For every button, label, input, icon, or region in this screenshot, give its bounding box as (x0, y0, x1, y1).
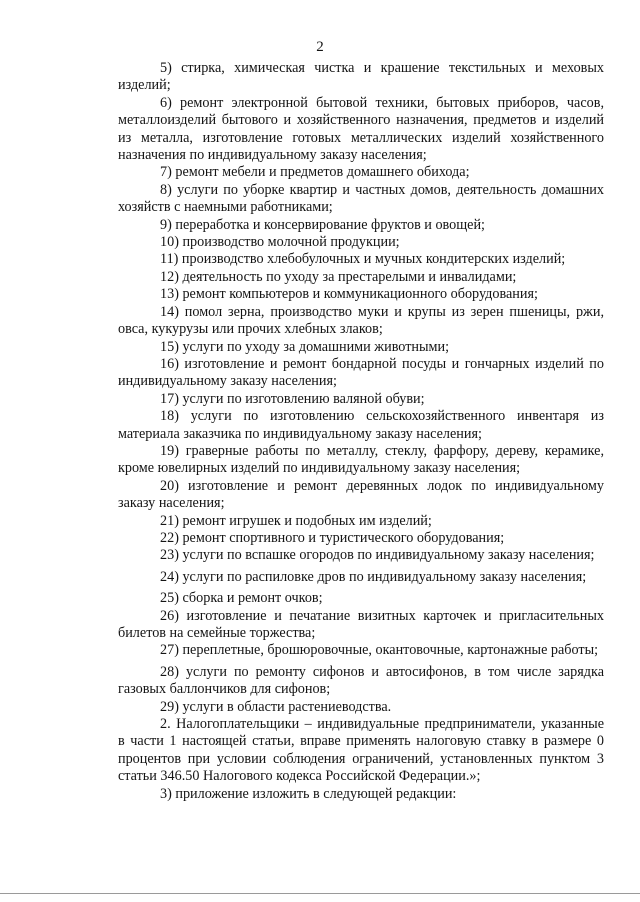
list-item: 20) изготовление и ремонт деревянных лодок по индивидуальному заказу населения; (118, 477, 604, 512)
list-item: 7) ремонт мебели и предметов домашнего обихода; (160, 164, 470, 181)
list-item: 15) услуги по уходу за домашними животными; (160, 338, 450, 355)
list-item: 16) изготовление и ремонт бондарной посуды и гончарных изделий по индивидуальному заказу населения; (118, 355, 604, 390)
document-body (118, 60, 604, 803)
list-item: 22) ремонт спортивного и туристического оборудования; (160, 529, 505, 546)
list-item: 11) производство хлебобулочных и мучных кондитерских изделий; (160, 251, 566, 268)
list-item: 6) ремонт электронной бытовой техники, бытовых приборов, часов, металлоизделий бытового и хозяйственного назначения, предметов и изделий из металла, изготовление готовых металлических изделий хозяйственного назначения по индивидуальному заказу населения; (118, 94, 604, 164)
list-item: 9) переработка и консервирование фруктов и овощей; (160, 216, 485, 233)
list-item: 12) деятельность по уходу за престарелыми и инвалидами; (160, 268, 517, 285)
list-item: 28) услуги по ремонту сифонов и автосифонов, в том числе зарядка газовых баллончиков для сифонов; (118, 663, 604, 698)
list-item: 18) услуги по изготовлению сельскохозяйственного инвентаря из материала заказчика по индивидуальному заказу населения; (118, 408, 604, 442)
list-item: 23) услуги по вспашке огородов по индивидуальному заказу населения; (160, 547, 595, 564)
list-item: 26) изготовление и печатание визитных карточек и пригласительных билетов на семейные торжества; (118, 607, 604, 641)
page-bottom-edge (0, 893, 640, 894)
page-number: 2 (316, 39, 324, 55)
list-item: 24) услуги по распиловке дров по индивидуальному заказу населения; (160, 568, 587, 585)
list-item: 5) стирка, химическая чистка и крашение текстильных и меховых изделий; (118, 60, 604, 94)
list-item: 29) услуги в области растениеводства. (160, 698, 392, 715)
list-item: 8) услуги по уборке квартир и частных домов, деятельность домашних хозяйств с наемными работниками; (118, 181, 604, 216)
list-item: 14) помол зерна, производство муки и крупы из зерен пшеницы, ржи, овса, кукурузы или прочих хлебных злаков; (118, 303, 604, 338)
list-item: 19) граверные работы по металлу, стеклу, фарфору, дереву, керамике, кроме ювелирных изделий по индивидуальному заказу населения; (118, 442, 604, 477)
list-item: 21) ремонт игрушек и подобных им изделий; (160, 512, 432, 529)
list-item: 25) сборка и ремонт очков; (160, 590, 323, 607)
list-item: 13) ремонт компьютеров и коммуникационного оборудования; (160, 286, 538, 303)
list-item: 17) услуги по изготовлению валяной обуви; (160, 390, 425, 407)
list-item: 10) производство молочной продукции; (160, 234, 400, 251)
list-item: 2. Налогоплательщики – индивидуальные предприниматели, указанные в части 1 настоящей статьи, вправе применять налоговую ставку в размере 0 процентов при условии соблюдения ограничений, установленных пунктом 3 статьи 346.50 Налогового кодекса Российской Федерации.»; (118, 716, 604, 785)
list-item: 27) переплетные, брошюровочные, окантовочные, картонажные работы; (160, 642, 599, 659)
list-item: 3) приложение изложить в следующей редакции: (160, 785, 457, 802)
